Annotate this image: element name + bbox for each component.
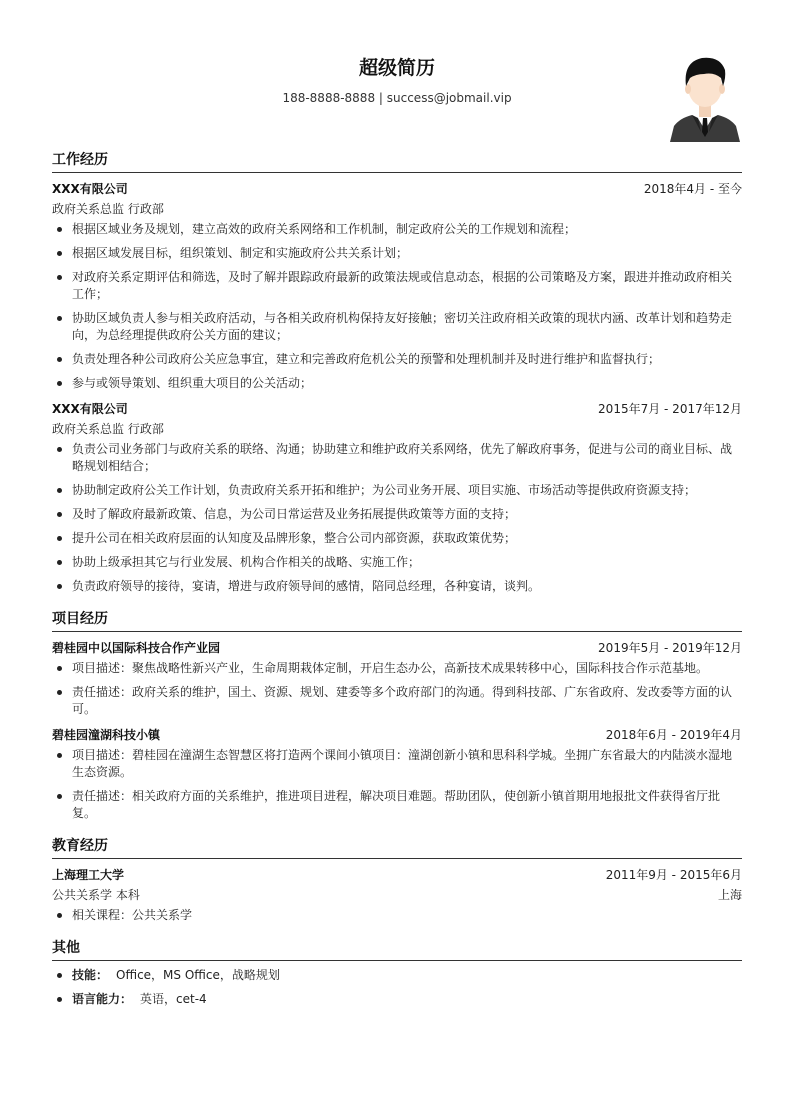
work-section-title: 工作经历: [52, 150, 742, 173]
list-item: 根据区域发展目标，组织策划、制定和实施政府公共关系计划；: [52, 245, 742, 262]
project-entry: [52, 638, 742, 718]
education-section: [52, 836, 742, 924]
project-date: 2019年5月 - 2019年12月: [598, 641, 742, 655]
list-item: 参与或领导策划、组织重大项目的公关活动；: [52, 375, 742, 392]
list-item: 项目描述：聚焦战略性新兴产业，生命周期栽体定制，开启生态办公，高新技术成果转移中心，国际科技合作示范基地。: [52, 660, 742, 677]
work-section: [52, 150, 742, 595]
list-item: 协助区域负责人参与相关政府活动，与各相关政府机构保持友好接触；密切关注政府相关政策的现状内涵、改革计划和趋势走向，为总经理提供政府公关方面的建议；: [52, 310, 742, 344]
other-section-title: 其他: [52, 938, 742, 961]
list-item: 负责政府领导的接待，宴请，增进与政府领导间的感情，陪同总经理，各种宴请，谈判。: [52, 578, 742, 595]
work-entry: [52, 399, 742, 595]
school-name: 上海理工大学: [52, 868, 125, 882]
employment-date: 2018年4月 - 至今: [643, 182, 742, 196]
language-value: 英语，cet-4: [140, 992, 207, 1006]
list-item: 对政府关系定期评估和筛选，及时了解并跟踪政府最新的政策法规或信息动态，根据的公司策略及方案，跟进并推动政府相关工作；: [52, 269, 742, 303]
list-item: 提升公司在相关政府层面的认知度及品牌形象，整合公司内部资源，获取政策优势；: [52, 530, 742, 547]
candidate-name: 超级简历: [358, 57, 435, 79]
list-item: 相关课程：公共关系学: [52, 907, 742, 924]
company-name: XXX有限公司: [52, 182, 128, 196]
job-role: 政府关系总监 行政部: [52, 202, 164, 216]
skill-label: 技能：: [72, 968, 109, 982]
list-item: 责任描述：政府关系的维护，国土、资源、规划、建委等多个政府部门的沟通。得到科技部、广东省政府、发改委等方面的认可。: [52, 684, 742, 718]
company-name: XXX有限公司: [52, 402, 128, 416]
education-section-title: 教育经历: [52, 836, 742, 859]
project-entry: [52, 725, 742, 822]
list-item: 项目描述：碧桂园在潼湖生态智慧区将打造两个课间小镇项目：潼湖创新小镇和思科科学城。坐拥广东省最大的内陆淡水湿地生态资源。: [52, 747, 742, 781]
list-item: [52, 991, 742, 1008]
resume-header: [52, 0, 742, 150]
project-name: 碧桂园潼湖科技小镇: [52, 728, 161, 742]
list-item: 协助上级承担其它与行业发展、机构合作相关的战略、实施工作；: [52, 554, 742, 571]
list-item: 负责公司业务部门与政府关系的联络、沟通；协助建立和维护政府关系网络，优先了解政府事务，促进与公司的商业目标、战略规划相结合；: [52, 441, 742, 475]
education-date: 2011年9月 - 2015年6月: [605, 868, 742, 882]
resume-page: [52, 0, 742, 1022]
contact-info: 188-8888-8888 | success@jobmail.vip: [282, 91, 512, 105]
project-date: 2018年6月 - 2019年4月: [605, 728, 742, 742]
job-role: 政府关系总监 行政部: [52, 422, 164, 436]
school-location: 上海: [717, 888, 742, 902]
language-label: 语言能力：: [72, 992, 133, 1006]
education-entry: [52, 865, 742, 924]
list-item: 协助制定政府公关工作计划，负责政府关系开拓和维护；为公司业务开展、项目实施、市场活动等提供政府资源支持；: [52, 482, 742, 499]
list-item: 根据区域业务及规划，建立高效的政府关系网络和工作机制，制定政府公关的工作规划和流程；: [52, 221, 742, 238]
degree: 公共关系学 本科: [52, 888, 140, 902]
work-entry: [52, 179, 742, 392]
list-item: [52, 967, 742, 984]
projects-section-title: 项目经历: [52, 609, 742, 632]
project-name: 碧桂园中以国际科技合作产业园: [52, 641, 221, 655]
list-item: 责任描述：相关政府方面的关系维护，推进项目进程，解决项目难题。帮助团队，使创新小镇首期用地报批文件获得省厅批复。: [52, 788, 742, 822]
employment-date: 2015年7月 - 2017年12月: [598, 402, 742, 416]
person-avatar-icon: [668, 52, 742, 142]
skill-value: Office，MS Office，战略规划: [116, 968, 280, 982]
projects-section: [52, 609, 742, 822]
list-item: 及时了解政府最新政策、信息，为公司日常运营及业务拓展提供政策等方面的支持；: [52, 506, 742, 523]
list-item: 负责处理各种公司政府公关应急事宜，建立和完善政府危机公关的预警和处理机制并及时进行维护和监督执行；: [52, 351, 742, 368]
other-section: [52, 938, 742, 1008]
